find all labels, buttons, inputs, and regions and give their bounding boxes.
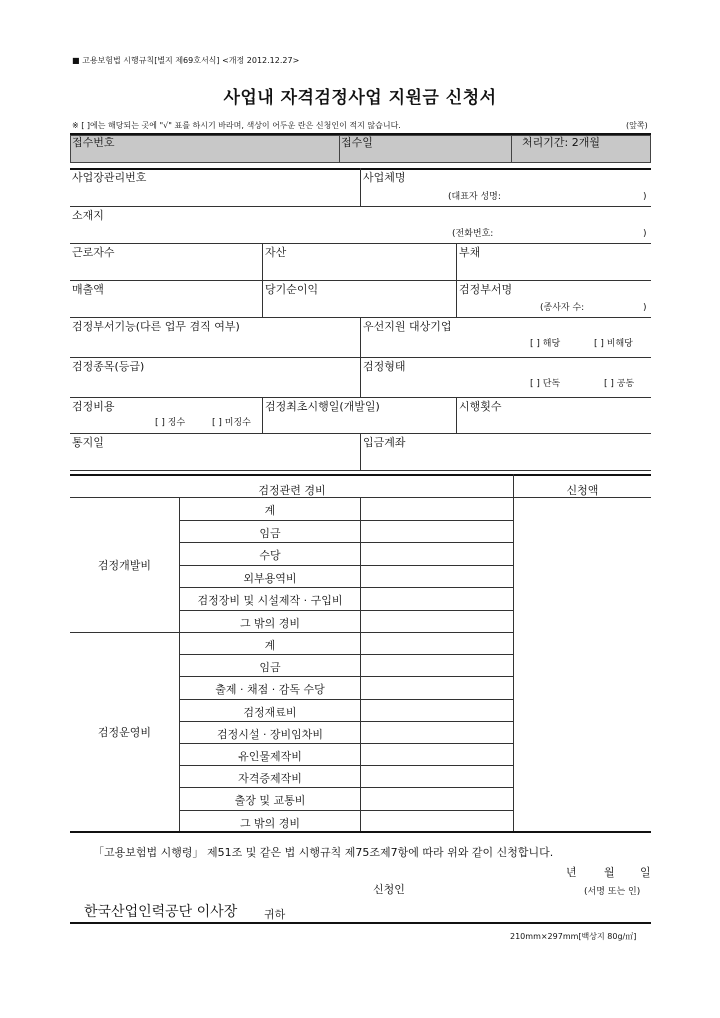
ops-cost-amount-field[interactable] xyxy=(362,677,512,697)
form-title: 사업내 자격검정사업 지원금 신청서 xyxy=(223,88,497,108)
amount-column-header: 신청액 xyxy=(566,484,599,497)
exam-count-label: 시행횟수 xyxy=(459,400,502,413)
address-field[interactable] xyxy=(72,222,649,240)
rep-name-close: ) xyxy=(643,192,647,202)
form-reference: ■ 고용보험법 시행규칙[별지 제69호서식] <개정 2012.12.27> xyxy=(72,56,300,65)
priority-yes-checkbox[interactable]: [ ] 해당 xyxy=(530,339,561,349)
ops-cost-amount-field[interactable] xyxy=(362,811,512,831)
dev-cost-amount-field[interactable] xyxy=(362,566,512,587)
applicant-name-field[interactable] xyxy=(420,880,570,900)
address-label: 소재지 xyxy=(72,209,104,222)
biz-name-label: 사업체명 xyxy=(363,171,406,184)
ops-cost-item: 검정재료비 xyxy=(243,705,297,719)
assets-label: 자산 xyxy=(265,246,287,259)
honorific: 귀하 xyxy=(264,908,286,921)
application-statement: 「고용보험법 시행령」 제51조 및 같은 법 시행규칙 제75조제7항에 따라 위와 같이 신청합니다. xyxy=(93,846,554,859)
phone-label: (전화번호: xyxy=(452,229,494,239)
exam-fee-label: 검정비용 xyxy=(72,400,115,413)
ops-cost-amount-field[interactable] xyxy=(362,722,512,742)
dev-cost-amount-field[interactable] xyxy=(362,498,512,519)
phone-close: ) xyxy=(643,229,647,239)
exam-type-label: 검정종목(등급) xyxy=(72,360,145,373)
dev-cost-item: 임금 xyxy=(259,526,281,540)
month-label: 월 xyxy=(604,866,615,879)
first-exam-date-label: 검정최초시행일(개발일) xyxy=(265,400,380,413)
ops-cost-amount-field[interactable] xyxy=(362,766,512,786)
form-joint-checkbox[interactable]: [ ] 공동 xyxy=(604,379,635,389)
net-income-label: 당기순이익 xyxy=(265,283,319,296)
dev-cost-amount-field[interactable] xyxy=(362,521,512,542)
priority-label: 우선지원 대상기업 xyxy=(363,320,452,333)
form-single-checkbox[interactable]: [ ] 단독 xyxy=(530,379,561,389)
receipt-date-label: 접수일 xyxy=(341,136,373,149)
ops-cost-item: 출장 및 교통비 xyxy=(234,794,306,808)
rep-name-field[interactable] xyxy=(363,186,649,202)
page-side: (앞쪽) xyxy=(626,121,648,130)
staff-count-label: (종사자 수: xyxy=(540,303,585,313)
receipt-number-label: 접수번호 xyxy=(72,136,115,149)
ops-cost-amount-field[interactable] xyxy=(362,788,512,808)
dev-cost-item: 그 밖의 경비 xyxy=(239,616,301,630)
addressee: 한국산업인력공단 이사장 xyxy=(84,904,238,920)
dev-cost-amount-field[interactable] xyxy=(362,588,512,609)
fee-collect-checkbox[interactable]: [ ] 징수 xyxy=(155,418,186,428)
ops-cost-group-label: 검정운영비 xyxy=(97,726,152,739)
dev-cost-item: 수당 xyxy=(259,549,281,562)
dev-cost-item: 계 xyxy=(264,504,276,517)
staff-count-close: ) xyxy=(643,303,647,313)
ops-cost-item: 자격증제작비 xyxy=(238,772,302,786)
ops-cost-amount-field[interactable] xyxy=(362,633,512,653)
applicant-label: 신청인 xyxy=(373,883,405,896)
ops-cost-item: 검정시설 · 장비임차비 xyxy=(216,727,324,741)
rep-name-label: (대표자 성명: xyxy=(448,192,501,202)
dev-cost-amount-field[interactable] xyxy=(362,611,512,632)
signature-label: (서명 또는 인) xyxy=(584,887,641,897)
liabilities-label: 부채 xyxy=(459,246,481,259)
fee-free-checkbox[interactable]: [ ] 미징수 xyxy=(212,418,251,428)
ops-cost-amount-field[interactable] xyxy=(362,655,512,675)
ops-cost-item: 출제 · 채점 · 감독 수당 xyxy=(215,683,325,697)
biz-mgmt-no-label: 사업장관리번호 xyxy=(72,171,147,184)
bank-account-label: 입금계좌 xyxy=(363,436,406,449)
sales-label: 매출액 xyxy=(72,283,104,296)
dept-name-label: 검정부서명 xyxy=(459,283,513,296)
cost-column-header: 검정관련 경비 xyxy=(258,484,326,497)
dept-function-label: 검정부서기능(다른 업무 겸직 여부) xyxy=(72,320,240,333)
ops-cost-amount-field[interactable] xyxy=(362,700,512,720)
ops-cost-item: 임금 xyxy=(259,661,281,675)
notice-date-label: 통지일 xyxy=(72,436,104,449)
dev-cost-item: 검정장비 및 시설제작 · 구입비 xyxy=(197,594,343,607)
ops-cost-amount-field[interactable] xyxy=(362,744,512,764)
ops-cost-item: 유인물제작비 xyxy=(238,750,302,763)
year-label: 년 xyxy=(566,866,577,879)
dev-cost-amount-field[interactable] xyxy=(362,543,512,564)
ops-cost-item: 그 밖의 경비 xyxy=(239,816,301,830)
form-notice: ※ [ ]에는 해당되는 곳에 "√" 표를 하시기 바라며, 색상이 어두운 란은 신청인이 적지 않습니다. xyxy=(72,121,401,130)
exam-form-label: 검정형태 xyxy=(363,360,406,373)
dev-cost-item: 외부용역비 xyxy=(243,571,297,585)
dev-cost-group-label: 검정개발비 xyxy=(97,559,152,572)
processing-period-label: 처리기간: 2개월 xyxy=(522,136,600,149)
day-label: 일 xyxy=(640,866,651,879)
ops-cost-item: 계 xyxy=(264,639,276,652)
workers-label: 근로자수 xyxy=(72,246,115,259)
paper-spec: 210mm×297mm[백상지 80g/㎡] xyxy=(510,932,637,941)
priority-no-checkbox[interactable]: [ ] 비해당 xyxy=(594,339,633,349)
